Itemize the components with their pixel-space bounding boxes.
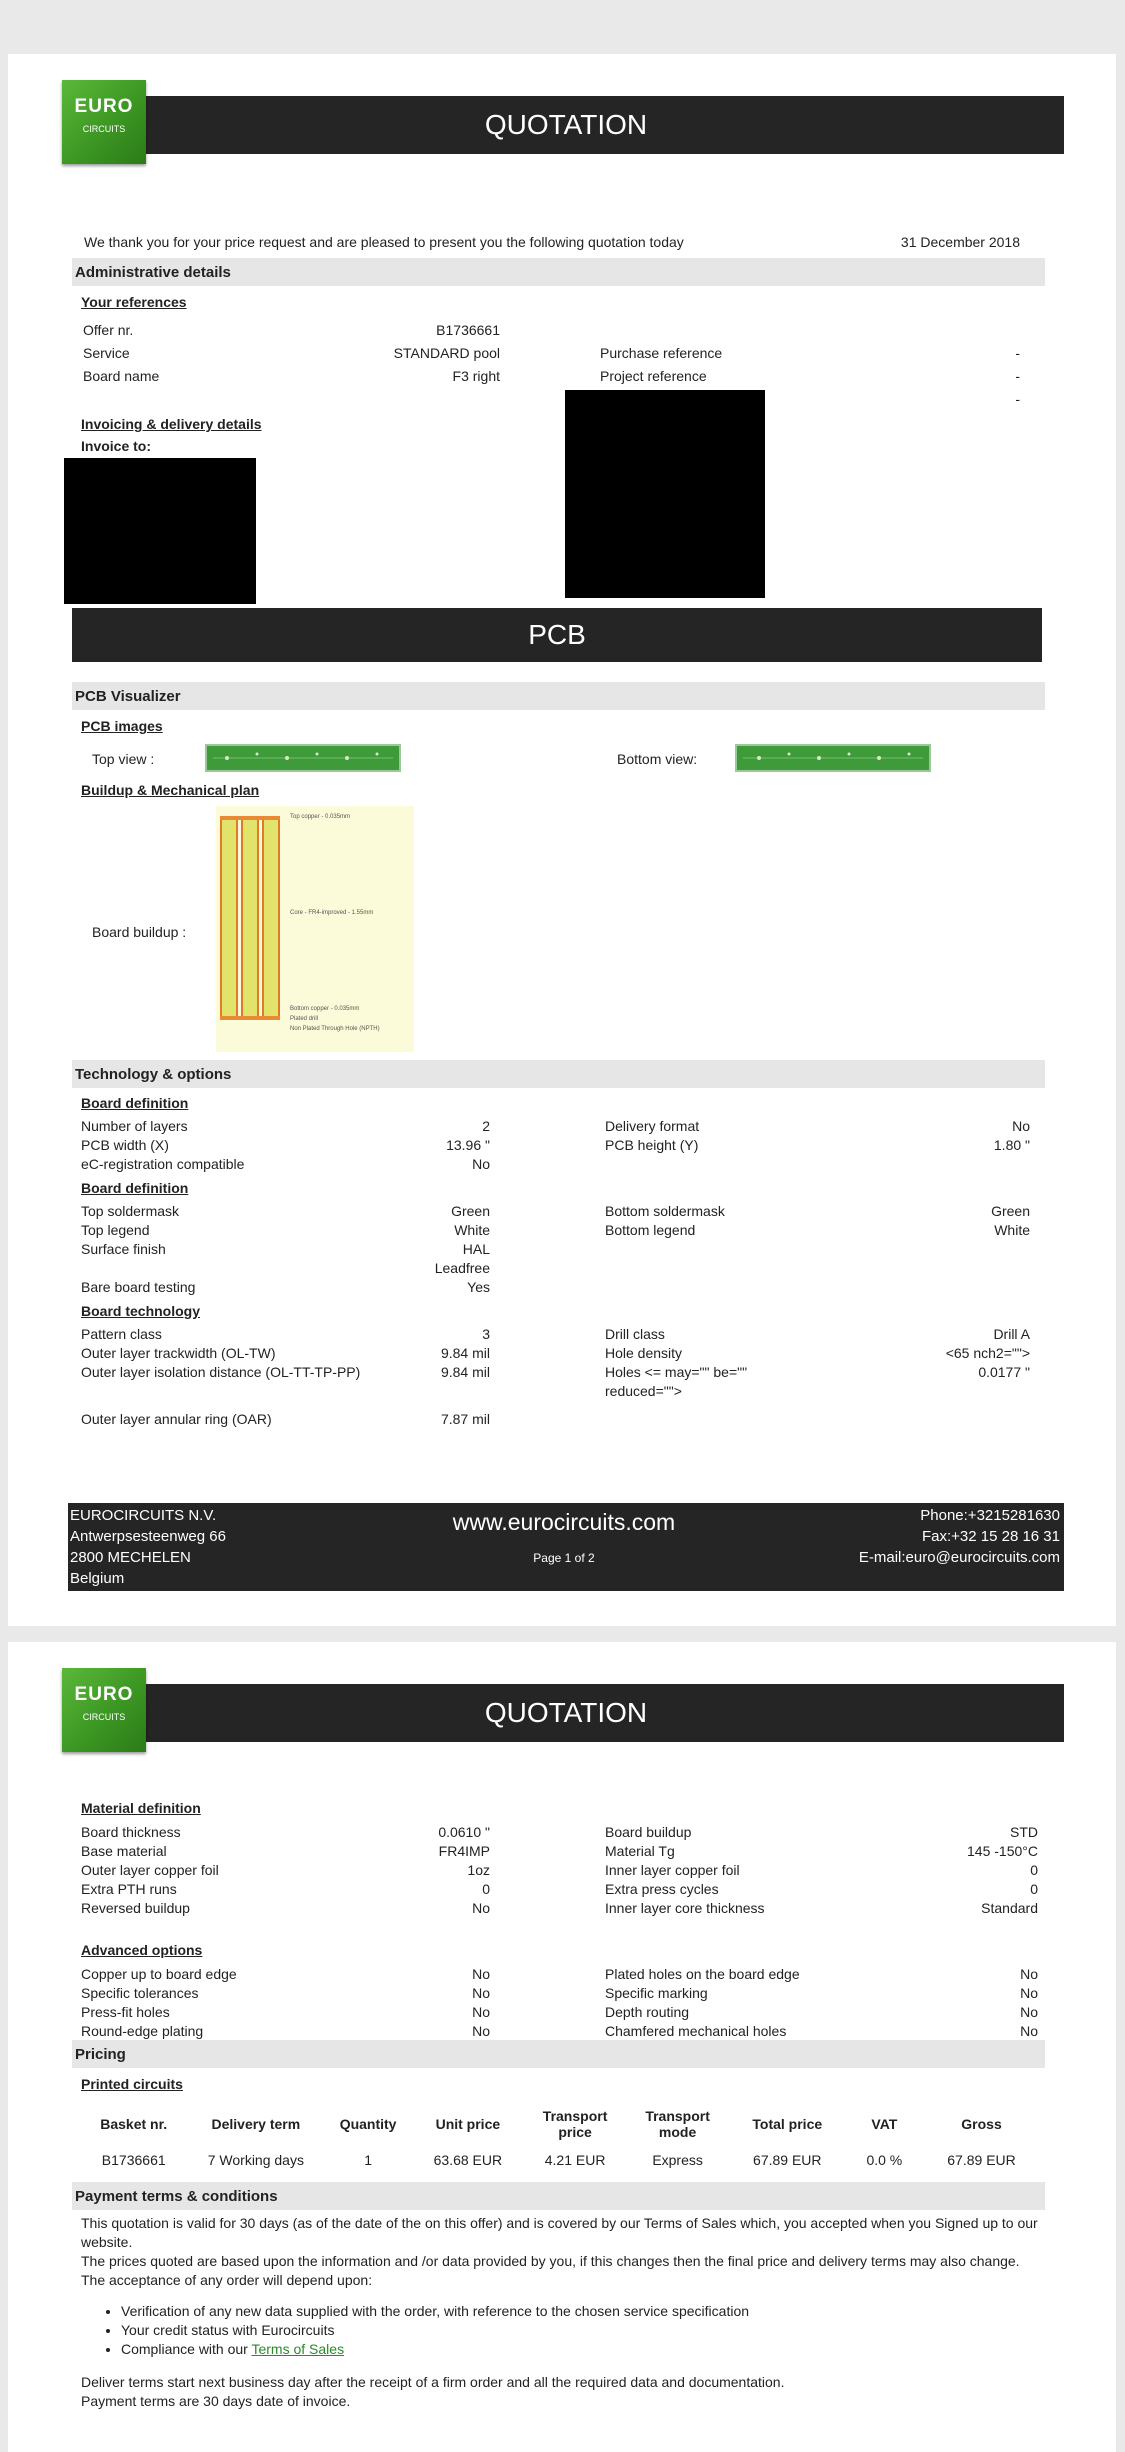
spec-label: Bare board testing: [81, 1279, 196, 1295]
spec-value: No: [472, 2004, 490, 2020]
payment-paragraph: The prices quoted are based upon the information and /or data provided by you, if this changes then the final price and delivery terms may also change.: [81, 2253, 1020, 2269]
spec-label: Bottom legend: [605, 1222, 696, 1238]
spec-value: White: [994, 1222, 1030, 1238]
payment-paragraph: Deliver terms start next business day after the receipt of a firm order and all the required data and documentation.: [81, 2374, 785, 2390]
buildup-layer: [220, 818, 238, 1018]
footer-country: Belgium: [70, 1570, 125, 1587]
list-item: • Compliance with our Terms of Sales: [121, 2340, 1041, 2359]
spec-value: 0: [1030, 1881, 1038, 1897]
spec-label: Base material: [81, 1843, 167, 1859]
material-definition-heading: Material definition: [81, 1800, 201, 1816]
spec-label: Extra PTH runs: [81, 1881, 177, 1897]
ref-value: -: [1015, 345, 1020, 361]
intro-text: We thank you for your price request and are pleased to present you the following quotation today: [84, 234, 684, 250]
ref-label: Offer nr.: [83, 322, 134, 338]
buildup-heading: Buildup & Mechanical plan: [81, 782, 260, 798]
stack-label: Non Plated Through Hole (NPTH): [290, 1026, 380, 1032]
spec-value: 1oz: [467, 1862, 490, 1878]
top-view-label: Top view :: [92, 751, 155, 767]
redacted-invoice-address: [64, 458, 256, 604]
price-cell: 67.89 EUR: [947, 2152, 1016, 2168]
list-item: • Your credit status with Eurocircuits: [121, 2321, 1041, 2340]
footer-email-link[interactable]: E-mail:euro@eurocircuits.com: [858, 1549, 1060, 1566]
spec-value: 9.84 mil: [440, 1364, 490, 1380]
spec-value: No: [472, 1985, 490, 2001]
price-col-header: Quantity: [339, 2116, 397, 2132]
table-row: [80, 2146, 1040, 2174]
pcb-bottom-view-graphic: [737, 746, 929, 770]
invoice-to-label: Invoice to:: [81, 438, 152, 454]
payment-paragraph: The acceptance of any order will depend upon:: [81, 2272, 373, 2288]
spec-label: Depth routing: [605, 2004, 690, 2020]
page-footer: [68, 1503, 1064, 1591]
spec-value: No: [472, 1900, 490, 1916]
ref-value: -: [1015, 391, 1020, 407]
spec-label: Material Tg: [605, 1843, 675, 1859]
spec-label: Extra press cycles: [605, 1881, 719, 1897]
invoicing-heading: Invoicing & delivery details: [81, 416, 262, 432]
price-cell: B1736661: [101, 2152, 166, 2168]
footer-fax: Fax:+32 15 28 16 31: [921, 1528, 1060, 1545]
spec-label: Board thickness: [81, 1824, 181, 1840]
spec-label: Round-edge plating: [81, 2023, 204, 2039]
your-references-heading: Your references: [81, 294, 187, 310]
pcb-visualizer-header: PCB Visualizer: [72, 682, 1045, 710]
spec-value: Green: [991, 1203, 1030, 1219]
footer-website-link[interactable]: www.eurocircuits.com: [452, 1509, 676, 1535]
spec-value: STD: [1010, 1824, 1038, 1840]
spec-value: White: [454, 1222, 490, 1238]
spec-value: Standard: [981, 1900, 1038, 1916]
spec-label: Plated holes on the board edge: [605, 1966, 800, 1982]
quotation-page-1: [8, 54, 1116, 1626]
spec-value: Yes: [467, 1279, 490, 1295]
spec-label: Specific marking: [605, 1985, 708, 2001]
payment-paragraph: This quotation is valid for 30 days (as of the date of the on this offer) and is covered by our Terms of Sales which, you accepted when you Signed up to our website.: [81, 2215, 1038, 2250]
pcb-images-heading: PCB images: [81, 718, 163, 734]
spec-label: Hole density: [605, 1345, 683, 1361]
price-cell: 4.21 EUR: [544, 2152, 606, 2168]
spec-label: Bottom soldermask: [605, 1203, 725, 1219]
spec-value: 0: [1030, 1862, 1038, 1878]
price-col-header: Gross: [961, 2116, 1002, 2132]
spec-label: Inner layer copper foil: [605, 1862, 740, 1878]
spec-label: Top soldermask: [81, 1203, 180, 1219]
stack-label: Bottom copper - 0.035mm: [290, 1006, 360, 1012]
spec-value: 0: [482, 1881, 490, 1897]
spec-label: Surface finish: [81, 1241, 166, 1257]
spec-value: 3: [482, 1326, 490, 1342]
footer-city: 2800 MECHELEN: [70, 1549, 191, 1566]
board-technology-heading: Board technology: [81, 1303, 201, 1319]
bottom-copper-layer: [220, 1016, 280, 1020]
bottom-view-label: Bottom view:: [617, 751, 698, 767]
price-col-header: Unit price: [435, 2116, 501, 2132]
spec-label: Copper up to board edge: [81, 1966, 237, 1982]
advanced-options-heading: Advanced options: [81, 1942, 203, 1958]
spec-label: PCB height (Y): [605, 1137, 699, 1153]
spec-value: 9.84 mil: [440, 1345, 490, 1361]
spec-label: Delivery format: [605, 1118, 700, 1134]
footer-page-number: Page 1 of 2: [533, 1551, 595, 1565]
pcb-bottom-view-image: [735, 744, 931, 772]
price-col-header: Transport mode: [645, 2108, 710, 2140]
ref-label: Project reference: [600, 368, 707, 384]
spec-label: Outer layer copper foil: [81, 1862, 219, 1878]
spec-label: Board buildup: [605, 1824, 692, 1840]
pcb-top-view-image: [205, 744, 401, 772]
spec-value: 145 -150°C: [967, 1843, 1038, 1859]
quotation-date: 31 December 2018: [900, 234, 1020, 250]
quotation-title: QUOTATION: [484, 1697, 648, 1728]
spec-label: Outer layer isolation distance (OL-TT-TP-PP): [81, 1364, 361, 1380]
list-item: • Verification of any new data supplied with the order, with reference to the chosen service specification: [121, 2302, 1041, 2321]
footer-phone: Phone:+3215281630: [920, 1507, 1060, 1524]
spec-label: Top legend: [81, 1222, 150, 1238]
footer-street: Antwerpsesteenweg 66: [70, 1528, 226, 1545]
spec-value: No: [472, 1156, 490, 1172]
spec-value: No: [472, 1966, 490, 1982]
spec-value: HAL: [462, 1241, 490, 1257]
spec-value: 13.96 ": [446, 1137, 490, 1153]
board-buildup-label: Board buildup :: [92, 924, 187, 940]
quotation-title: QUOTATION: [484, 109, 648, 140]
spec-label: Press-fit holes: [81, 2004, 170, 2020]
ref-label: Service: [83, 345, 130, 361]
spec-label: Inner layer core thickness: [605, 1900, 765, 1916]
spec-value: 0.0610 ": [438, 1824, 490, 1840]
spec-value: <65 nch2="">: [945, 1345, 1030, 1361]
board-definition-heading: Board definition: [81, 1095, 189, 1111]
top-copper-layer: [220, 816, 280, 820]
footer-company: EUROCIRCUITS N.V.: [70, 1507, 217, 1524]
payment-terms-body: [81, 2214, 1041, 2411]
terms-of-sales-link[interactable]: Terms of Sales: [251, 2341, 345, 2357]
stack-label: Top copper - 0.035mm: [290, 814, 351, 820]
spec-label: Specific tolerances: [81, 1985, 199, 2001]
spec-label: reduced="">: [605, 1383, 682, 1399]
buildup-layer: [262, 818, 280, 1018]
spec-value: 7.87 mil: [440, 1411, 490, 1427]
price-cell: Express: [652, 2152, 703, 2168]
ref-value: B1736661: [436, 322, 500, 338]
spec-value: Drill A: [993, 1326, 1030, 1342]
technology-options-header: Technology & options: [72, 1060, 1045, 1088]
spec-value: FR4IMP: [438, 1843, 490, 1859]
quotation-page-2: [8, 1642, 1116, 2452]
spec-label: Drill class: [605, 1326, 665, 1342]
board-definition-heading: Board definition: [81, 1180, 189, 1196]
board-buildup-diagram: [216, 806, 414, 1052]
spec-value: No: [1020, 2004, 1038, 2020]
spec-label: Pattern class: [81, 1326, 162, 1342]
stack-label: Core - FR4-improved - 1.55mm: [290, 910, 374, 916]
price-cell: 63.68 EUR: [433, 2152, 503, 2168]
pcb-banner: PCB: [72, 608, 1042, 662]
price-col-header: Basket nr.: [100, 2116, 168, 2132]
stack-label: Plated drill: [290, 1016, 319, 1022]
price-cell: 0.0 %: [866, 2152, 903, 2168]
eurocircuits-logo: EURO CIRCUITS: [62, 80, 146, 164]
ref-value: -: [1015, 368, 1020, 384]
printed-circuits-heading: Printed circuits: [81, 2076, 183, 2092]
price-cell: 1: [364, 2152, 372, 2168]
ref-value: F3 right: [452, 368, 500, 384]
spec-label: Holes <= may="" be="": [605, 1364, 748, 1380]
pcb-top-view-graphic: [207, 746, 399, 770]
quotation-banner: [68, 1684, 1064, 1742]
ref-label: Board name: [83, 368, 160, 384]
admin-details-header: Administrative details: [72, 258, 1045, 286]
spec-value: Green: [451, 1203, 490, 1219]
price-col-header: Transport price: [542, 2108, 608, 2140]
spec-value: No: [472, 2023, 490, 2039]
price-col-header: Delivery term: [211, 2116, 301, 2132]
spec-value: No: [1020, 2023, 1038, 2039]
price-cell: 67.89 EUR: [753, 2152, 822, 2168]
spec-value: 1.80 ": [993, 1137, 1030, 1153]
spec-value: 0.0177 ": [978, 1364, 1030, 1380]
spec-value: No: [1020, 1966, 1038, 1982]
payment-paragraph: Payment terms are 30 days date of invoice.: [81, 2393, 351, 2409]
spec-label: Outer layer annular ring (OAR): [81, 1411, 272, 1427]
price-cell: 7 Working days: [207, 2152, 304, 2168]
spec-label: Number of layers: [81, 1118, 188, 1134]
spec-label: Reversed buildup: [81, 1900, 190, 1916]
quotation-banner: [68, 96, 1064, 154]
price-col-header: VAT: [871, 2116, 898, 2132]
pricing-table: [80, 2102, 1040, 2174]
ref-value: STANDARD pool: [393, 345, 500, 361]
price-col-header: Total price: [752, 2116, 823, 2132]
redacted-delivery-address: [565, 390, 765, 598]
ref-label: Purchase reference: [600, 345, 723, 361]
buildup-layer: [241, 818, 259, 1018]
spec-value: No: [1020, 1985, 1038, 2001]
spec-label: Outer layer trackwidth (OL-TW): [81, 1345, 276, 1361]
acceptance-conditions-list: [81, 2302, 1041, 2359]
pricing-header: Pricing: [72, 2040, 1045, 2068]
spec-label: PCB width (X): [81, 1137, 169, 1153]
spec-value: Leadfree: [434, 1260, 490, 1276]
eurocircuits-logo: EURO CIRCUITS: [62, 1668, 146, 1752]
spec-value: 2: [482, 1118, 490, 1134]
spec-value: No: [1012, 1118, 1030, 1134]
payment-terms-header: Payment terms & conditions: [72, 2182, 1045, 2210]
spec-label: Chamfered mechanical holes: [605, 2023, 787, 2039]
spec-label: eC-registration compatible: [81, 1156, 245, 1172]
